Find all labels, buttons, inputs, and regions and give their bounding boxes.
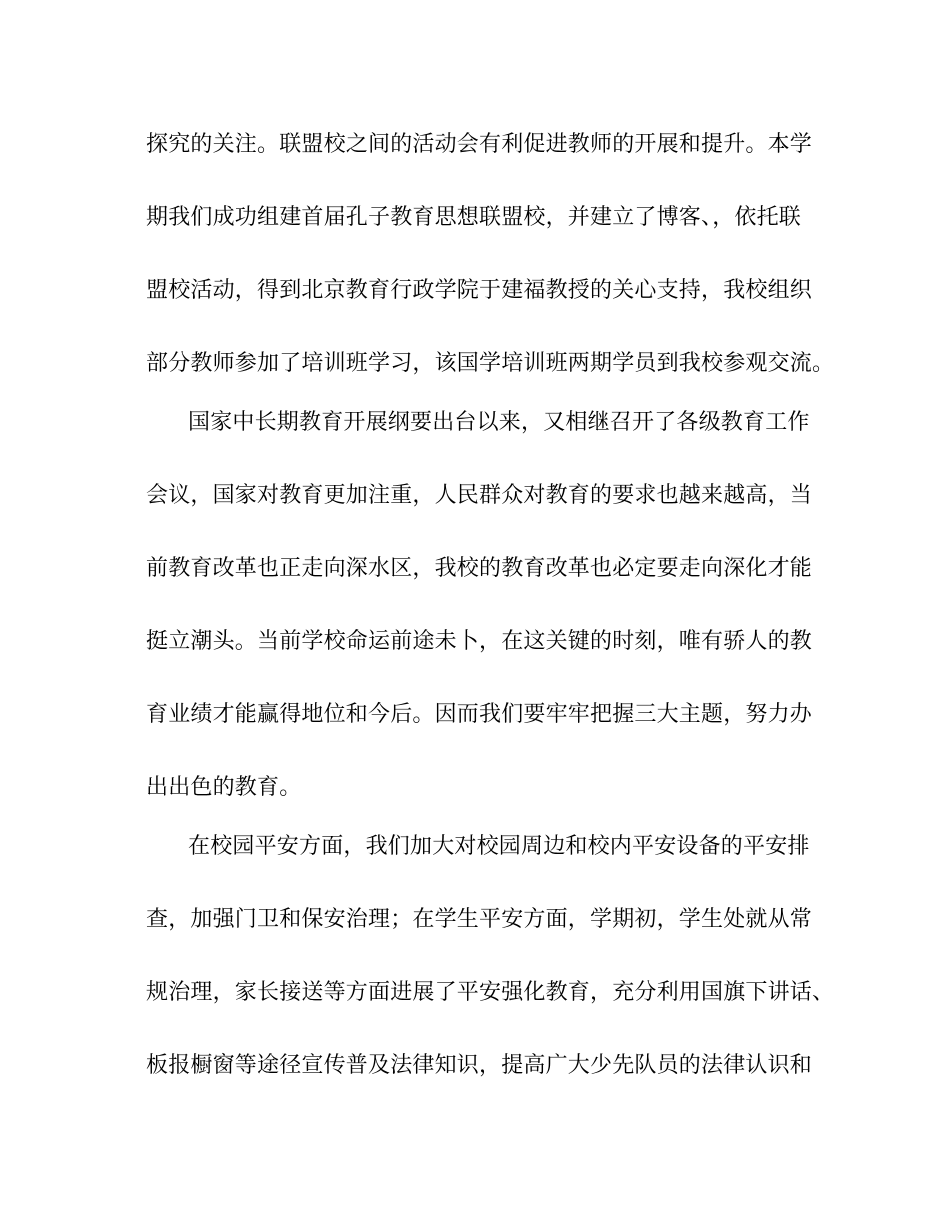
text-line-6: 会议，国家对教育更加注重，人民群众对教育的要求也越来越高，当 (146, 483, 813, 508)
text-line-12: 查，加强门卫和保安治理；在学生平安方面，学期初，学生处就从常 (146, 907, 813, 932)
text-line-3: 盟校活动，得到北京教育行政学院于建福教授的关心支持，我校组织 (146, 278, 813, 303)
text-line-10: 出出色的教育。 (146, 775, 302, 800)
text-line-2: 期我们成功组建首届孔子教育思想联盟校，并建立了博客、，依托联 (146, 205, 802, 230)
text-line-4: 部分教师参加了培训班学习，该国学培训班两期学员到我校参观交流。 (146, 351, 835, 376)
text-line-8: 挺立潮头。当前学校命运前途未卜，在这关键的时刻，唯有骄人的教 (146, 629, 813, 654)
text-line-14: 板报橱窗等途径宣传普及法律知识，提高广大少先队员的法律认识和 (146, 1053, 813, 1078)
paragraph-start-line-11: 在校园平安方面，我们加大对校园周边和校内平安设备的平安排 (188, 834, 810, 859)
text-line-1: 探究的关注。联盟校之间的活动会有利促进教师的开展和提升。本学 (146, 132, 813, 157)
text-line-13: 规治理，家长接送等方面进展了平安强化教育，充分利用国旗下讲话、 (146, 980, 835, 1005)
paragraph-start-line-5: 国家中长期教育开展纲要出台以来，又相继召开了各级教育工作 (188, 410, 810, 435)
text-line-9: 育业绩才能赢得地位和今后。因而我们要牢牢把握三大主题，努力办 (146, 702, 813, 727)
text-line-7: 前教育改革也正走向深水区，我校的教育改革也必定要走向深化才能 (146, 556, 813, 581)
